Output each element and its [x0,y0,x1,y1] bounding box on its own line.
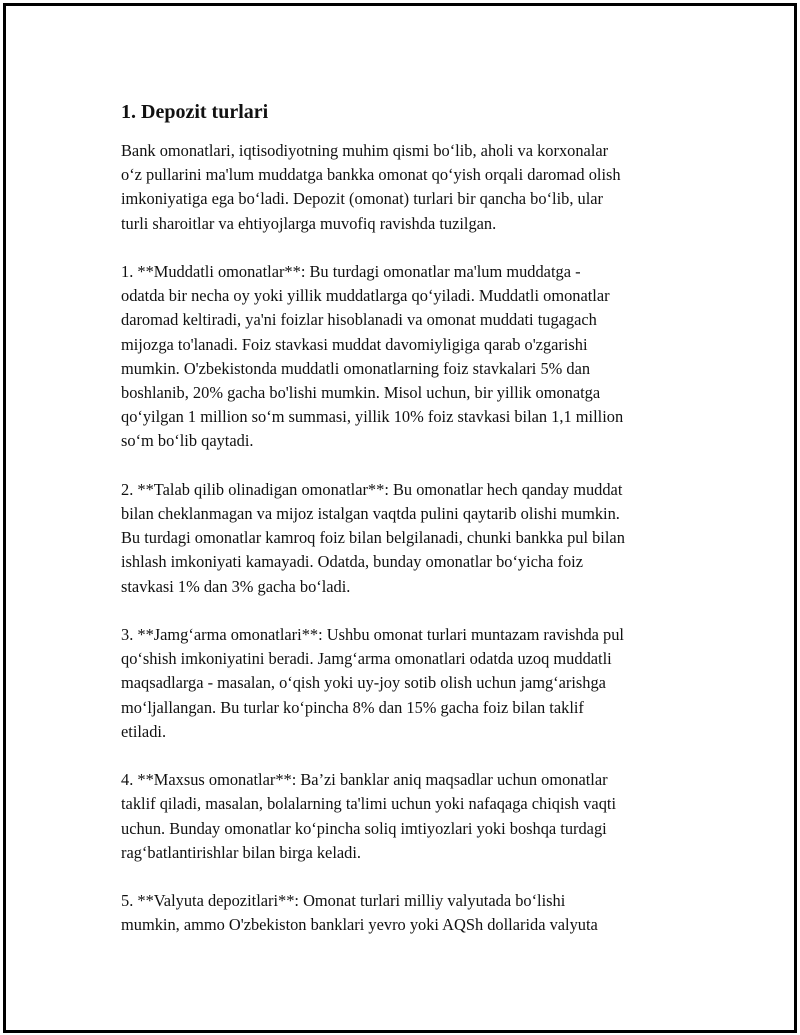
text-line: boshlanib, 20% gacha bo'lishi mumkin. Misol uchun, bir yillik omonatga [121,383,601,403]
text-line: uchun. Bunday omonatlar ko‘pincha soliq imtiyozlari yoki boshqa turdagi [121,818,607,838]
page-frame [3,3,797,1033]
intro-paragraph [121,139,701,236]
text-line: mumkin. O'zbekistonda muddatli omonatlarning foiz stavkalari 5% dan [121,358,591,378]
text-line: imkoniyatiga ega bo‘ladi. Depozit (omonat) turlari bir qancha bo‘lib, ular [121,189,604,209]
text-line: 2. **Talab qilib olinadigan omonatlar**: Bu omonatlar hech qanday muddat [121,479,623,499]
text-line: rag‘batlantirishlar bilan birga keladi. [121,842,362,862]
document-body [121,99,701,962]
text-line: bilan cheklanmagan va mijoz istalgan vaqtda pulini qaytarib olishi mumkin. [121,504,620,524]
text-line: 3. **Jamg‘arma omonatlari**: Ushbu omonat turlari muntazam ravishda pul [121,625,624,645]
text-line: ishlash imkoniyati kamayadi. Odatda, bunday omonatlar bo‘yicha foiz [121,552,584,572]
text-line: turli sharoitlar va ehtiyojlarga muvofiq ravishda tuzilgan. [121,213,497,233]
text-line: 1. **Muddatli omonatlar**: Bu turdagi omonatlar ma'lum muddatga - [121,262,581,281]
text-line: taklif qiladi, masalan, bolalarning ta'limi uchun yoki nafaqaga chiqish vaqti [121,794,616,814]
text-line: so‘m bo‘lib qaytadi. [121,431,254,451]
text-line: mijozga to'lanadi. Foiz stavkasi muddat davomiyligiga qarab o'zgarishi [121,334,588,354]
list-item-term-deposits [121,260,701,454]
text-line: stavkasi 1% dan 3% gacha bo‘ladi. [121,576,351,596]
text-line: Bank omonatlari, iqtisodiyotning muhim qismi bo‘lib, aholi va korxonalar [121,141,609,160]
list-item-currency-deposits [121,889,701,937]
text-line: etiladi. [121,721,167,741]
text-line: o‘z pullarini ma'lum muddatga bankka omonat qo‘yish orqali daromad olish [121,165,621,185]
text-line: daromad keltiradi, ya'ni foizlar hisoblanadi va omonat muddati tugagach [121,310,597,330]
text-line: 4. **Maxsus omonatlar**: Ba’zi banklar aniq maqsadlar uchun omonatlar [121,770,608,790]
text-line: qo‘yilgan 1 million so‘m summasi, yillik 10% foiz stavkasi bilan 1,1 million [121,407,624,427]
text-line: odatda bir necha oy yoki yillik muddatlarga qo‘yiladi. Muddatli omonatlar [121,286,610,306]
text-line: mumkin, ammo O'zbekiston banklari yevro yoki AQSh dollarida valyuta [121,915,598,935]
list-item-special-deposits [121,768,701,865]
text-line: qo‘shish imkoniyatini beradi. Jamg‘arma omonatlari odatda uzoq muddatli [121,649,612,669]
text-line: Bu turdagi omonatlar kamroq foiz bilan belgilanadi, chunki bankka pul bilan [121,528,625,548]
text-line: maqsadlarga - masalan, o‘qish yoki uy-joy sotib olish uchun jamg‘arishga [121,673,606,693]
list-item-demand-deposits [121,478,701,599]
list-item-savings-deposits [121,623,701,744]
section-heading: 1. Depozit turlari [121,101,269,123]
text-line: 5. **Valyuta depozitlari**: Omonat turlari milliy valyutada bo‘lishi [121,891,566,911]
text-line: mo‘ljallangan. Bu turlar ko‘pincha 8% dan 15% gacha foiz bilan taklif [121,697,584,717]
